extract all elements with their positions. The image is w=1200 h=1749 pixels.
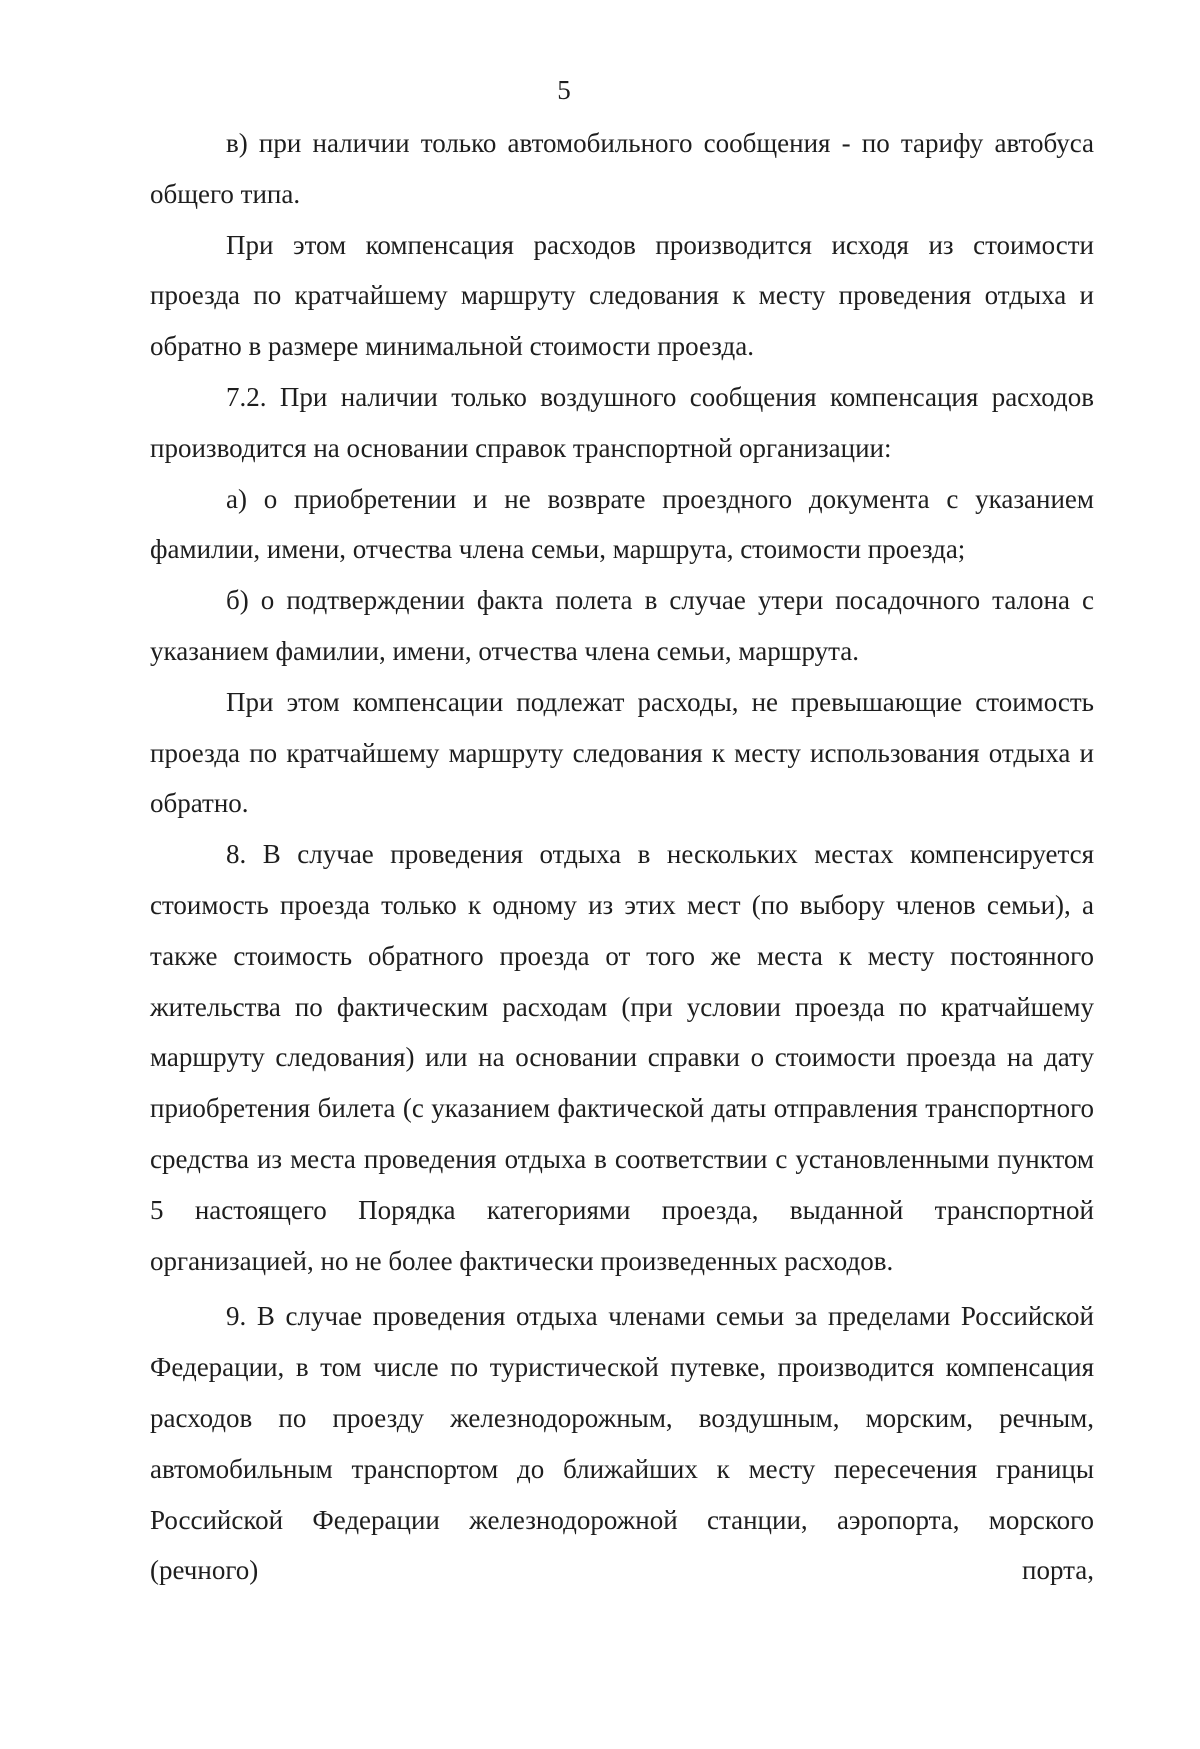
- paragraph-7-2-note: При этом компенсации подлежат расходы, не превышающие стоимость проезда по кратчайшему маршруту следования к месту использования отдыха и обратно.: [150, 686, 1094, 819]
- paragraph-7-1-note: При этом компенсация расходов производится исходя из стоимости проезда по кратчайшему маршруту следования к месту проведения отдыха и обратно в размере минимальной стоимости проезда.: [150, 229, 1094, 362]
- document-body: [150, 118, 1094, 1596]
- paragraph-7-1-v: в) при наличии только автомобильного сообщения - по тарифу автобуса общего типа.: [150, 128, 1094, 209]
- page-number: 5: [557, 75, 571, 105]
- paragraph-7-2: 7.2. При наличии только воздушного сообщения компенсация расходов производится на основании справок транспортной организации:: [150, 381, 1094, 463]
- paragraph-9: 9. В случае проведения отдыха членами семьи за пределами Российской Федерации, в том числе по туристической путевке, производится компенсация расходов по проезду железнодорожным, воздушным, морским, речным, автомобильным транспортом до ближайших к месту пересечения границы Российской Федерации железнодорожной станции, аэропорта, морского (речного) порта,: [150, 1301, 1094, 1586]
- paragraph-7-2-b: б) о подтверждении факта полета в случае утери посадочного талона с указанием фамилии, имени, отчества члена семьи, маршрута.: [150, 585, 1094, 666]
- paragraph-8: 8. В случае проведения отдыха в нескольких местах компенсируется стоимость проезда только к одному из этих мест (по выбору членов семьи), а также стоимость обратного проезда от того же места к месту постоянного жительства по фактическим расходам (при условии проезда по кратчайшему маршруту следования) или на основании справки о стоимости проезда на дату приобретения билета (с указанием фактической даты отправления транспортного средства из места проведения отдыха в соответствии с установленными пунктом 5 настоящего Порядка категориями проезда, выданной транспортной организацией, но не более фактически произведенных расходов.: [150, 839, 1094, 1276]
- paragraph-7-2-a: а) о приобретении и не возврате проездного документа с указанием фамилии, имени, отчества члена семьи, маршрута, стоимости проезда;: [150, 483, 1094, 565]
